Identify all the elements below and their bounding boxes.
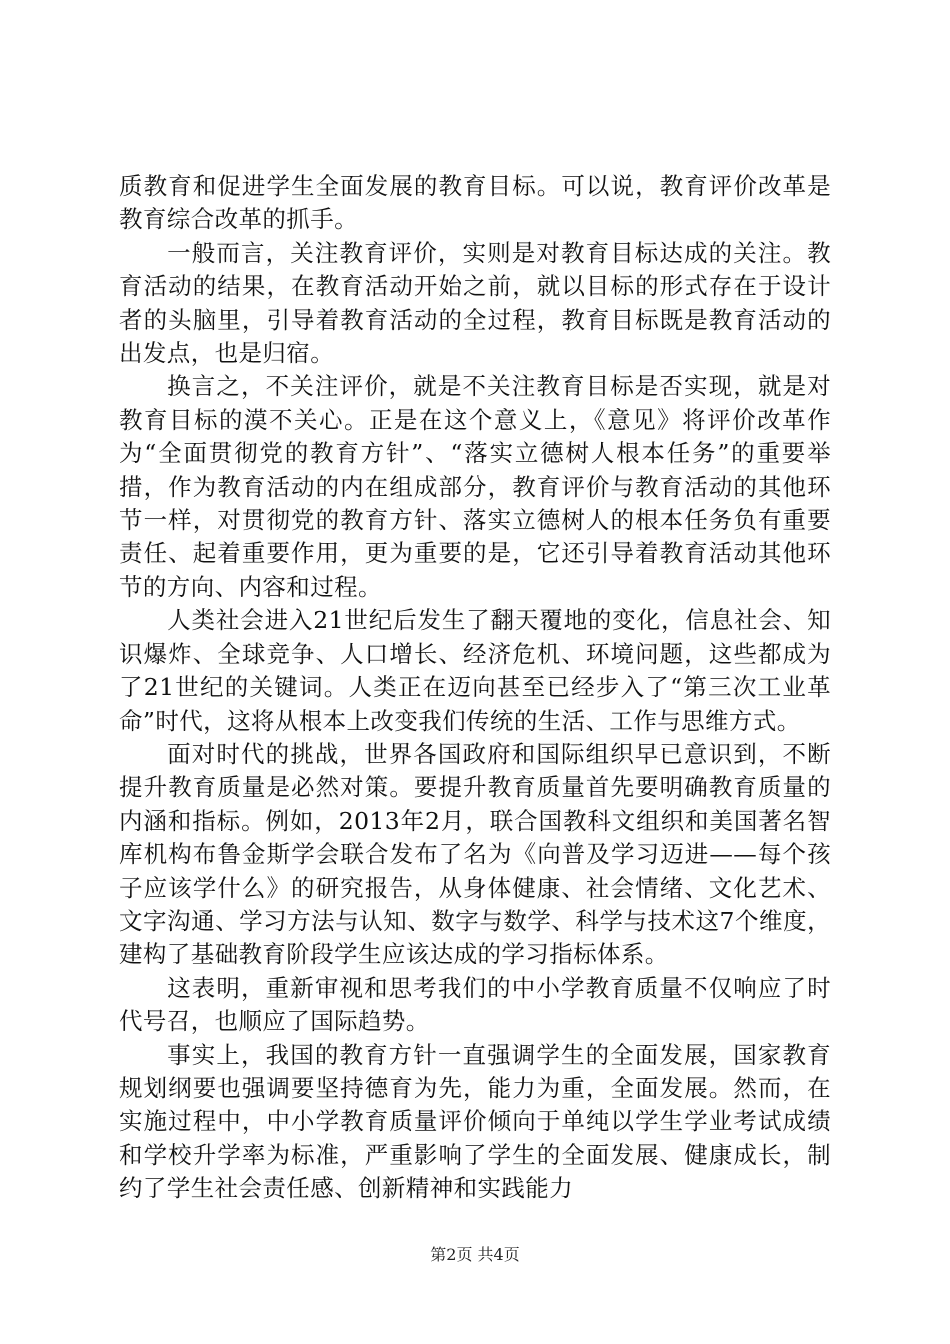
paragraph-3: 换言之，不关注评价，就是不关注教育目标是否实现，就是对教育目标的漠不关心。正是在这个意义上，《意见》将评价改革作为“全面贯彻党的教育方针”、“落实立德树人根本任务”的重要举措，作为教育活动的内在组成部分，教育评价与教育活动的其他环节一样，对贯彻党的教育方针、落实立德树人的根本任务负有重要责任、起着重要作用，更为重要的是，它还引导着教育活动其他环节的方向、内容和过程。 (119, 372, 831, 601)
paragraph-2: 一般而言，关注教育评价，实则是对教育目标达成的关注。教育活动的结果，在教育活动开始之前，就以目标的形式存在于设计者的头脑里，引导着教育活动的全过程，教育目标既是教育活动的出发点，也是归宿。 (119, 238, 831, 368)
paragraph-7: 事实上，我国的教育方针一直强调学生的全面发展，国家教育规划纲要也强调要坚持德育为先，能力为重，全面发展。然而，在实施过程中，中小学教育质量评价倾向于单纯以学生学业考试成绩和学校升学率为标准，严重影响了学生的全面发展、健康成长，制约了学生社会责任感、创新精神和实践能力 (119, 1040, 831, 1203)
paragraph-4: 人类社会进入21世纪后发生了翻天覆地的变化，信息社会、知识爆炸、全球竞争、人口增长、经济危机、环境问题，这些都成为了21世纪的关键词。人类正在迈向甚至已经步入了“第三次工业革命”时代，这将从根本上改变我们传统的生活、工作与思维方式。 (119, 606, 831, 735)
document-body (119, 170, 831, 1206)
paragraph-5: 面对时代的挑战，世界各国政府和国际组织早已意识到，不断提升教育质量是必然对策。要提升教育质量首先要明确教育质量的内涵和指标。例如，2013年2月，联合国教科文组织和美国著名智库机构布鲁金斯学会联合发布了名为《向普及学习迈进——每个孩子应该学什么》的研究报告，从身体健康、社会情绪、文化艺术、文字沟通、学习方法与认知、数字与数学、科学与技术这7个维度，建构了基础教育阶段学生应该达成的学习指标体系。 (119, 739, 831, 969)
page-footer: 第2页 共4页 (430, 1245, 520, 1264)
paragraph-1: 质教育和促进学生全面发展的教育目标。可以说，教育评价改革是教育综合改革的抓手。 (119, 172, 831, 234)
paragraph-6: 这表明，重新审视和思考我们的中小学教育质量不仅响应了时代号召，也顺应了国际趋势。 (119, 973, 831, 1036)
